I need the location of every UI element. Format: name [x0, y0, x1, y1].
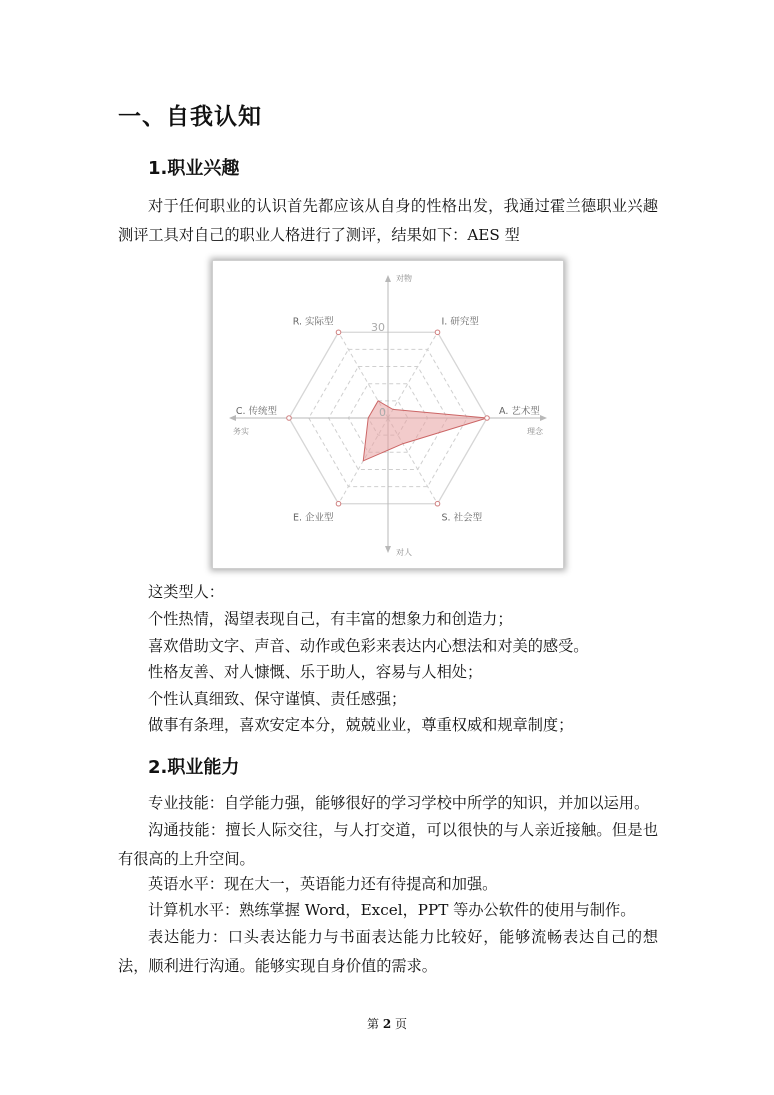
- radar-vertex-marker: [336, 501, 341, 506]
- radar-tick-label: 30: [371, 321, 385, 334]
- holland-radar-chart: [212, 260, 564, 569]
- radar-vertex-marker: [435, 501, 440, 506]
- vertical-axis-arrow-up: [385, 275, 391, 282]
- traits-intro: 这类型人：: [148, 583, 224, 601]
- radar-category-label: E. 企业型: [292, 512, 334, 524]
- radar-vertex-marker: [435, 330, 440, 335]
- radar-category-label: R. 实际型: [292, 316, 334, 328]
- page-number: 2: [382, 1017, 392, 1031]
- ability-paragraph-communication: 沟通技能：擅长人际交往，与人打交道，可以很快的与人亲近接触。但是也有很高的上升空间。: [118, 821, 658, 868]
- footer-suffix: 页: [395, 1017, 408, 1031]
- page-heading: 一、自我认知: [118, 104, 262, 130]
- axis-label-left: 务实: [233, 427, 249, 436]
- radar-vertex-marker: [287, 416, 292, 421]
- radar-vertex-marker: [336, 330, 341, 335]
- trait-item: 个性热情，渴望表现自己，有丰富的想象力和创造力；: [148, 610, 513, 628]
- section-title-career-ability: 2.职业能力: [148, 757, 240, 778]
- footer-prefix: 第: [366, 1017, 379, 1031]
- radar-svg: [213, 261, 563, 568]
- axis-label-right: 理念: [527, 427, 543, 436]
- trait-item: 做事有条理，喜欢安定本分，兢兢业业，尊重权威和规章制度；: [148, 716, 574, 734]
- radar-category-label: A. 艺术型: [499, 406, 540, 417]
- radar-tick-label: 0: [379, 406, 386, 419]
- axis-label-top: 对物: [396, 274, 412, 283]
- trait-item: 个性认真细致、保守谨慎、责任感强；: [148, 690, 407, 708]
- radar-category-label: C. 传统型: [235, 406, 277, 417]
- interest-paragraph: 对于任何职业的认识首先都应该从自身的性格出发，我通过霍兰德职业兴趣测评工具对自己的职业人格进行了测评，结果如下：AES 型: [118, 197, 658, 244]
- radar-category-label: I. 研究型: [441, 316, 479, 328]
- ability-paragraph-computer: 计算机水平：熟练掌握 Word，Excel，PPT 等办公软件的使用与制作。: [148, 901, 636, 919]
- radar-vertex-marker: [485, 416, 490, 421]
- vertical-axis-arrow-down: [385, 546, 391, 553]
- ability-paragraph-english: 英语水平：现在大一，英语能力还有待提高和加强。: [148, 875, 498, 893]
- section-title-career-interest: 1.职业兴趣: [148, 158, 240, 179]
- radar-category-label: S. 社会型: [441, 512, 483, 524]
- trait-item: 喜欢借助文字、声音、动作或色彩来表达内心想法和对美的感受。: [148, 637, 589, 655]
- ability-paragraph-expression: 表达能力：口头表达能力与书面表达能力比较好，能够流畅表达自己的想法，顺利进行沟通。能够实现自身价值的需求。: [118, 928, 658, 975]
- ability-paragraph-skills: 专业技能：自学能力强，能够很好的学习学校中所学的知识，并加以运用。: [148, 794, 650, 812]
- radar-spoke: [388, 332, 438, 418]
- trait-item: 性格友善、对人慷慨、乐于助人，容易与人相处；: [148, 663, 483, 681]
- horizontal-axis-arrow-right: [540, 415, 547, 421]
- page-footer: [0, 1015, 774, 1032]
- axis-label-bottom: 对人: [396, 548, 412, 557]
